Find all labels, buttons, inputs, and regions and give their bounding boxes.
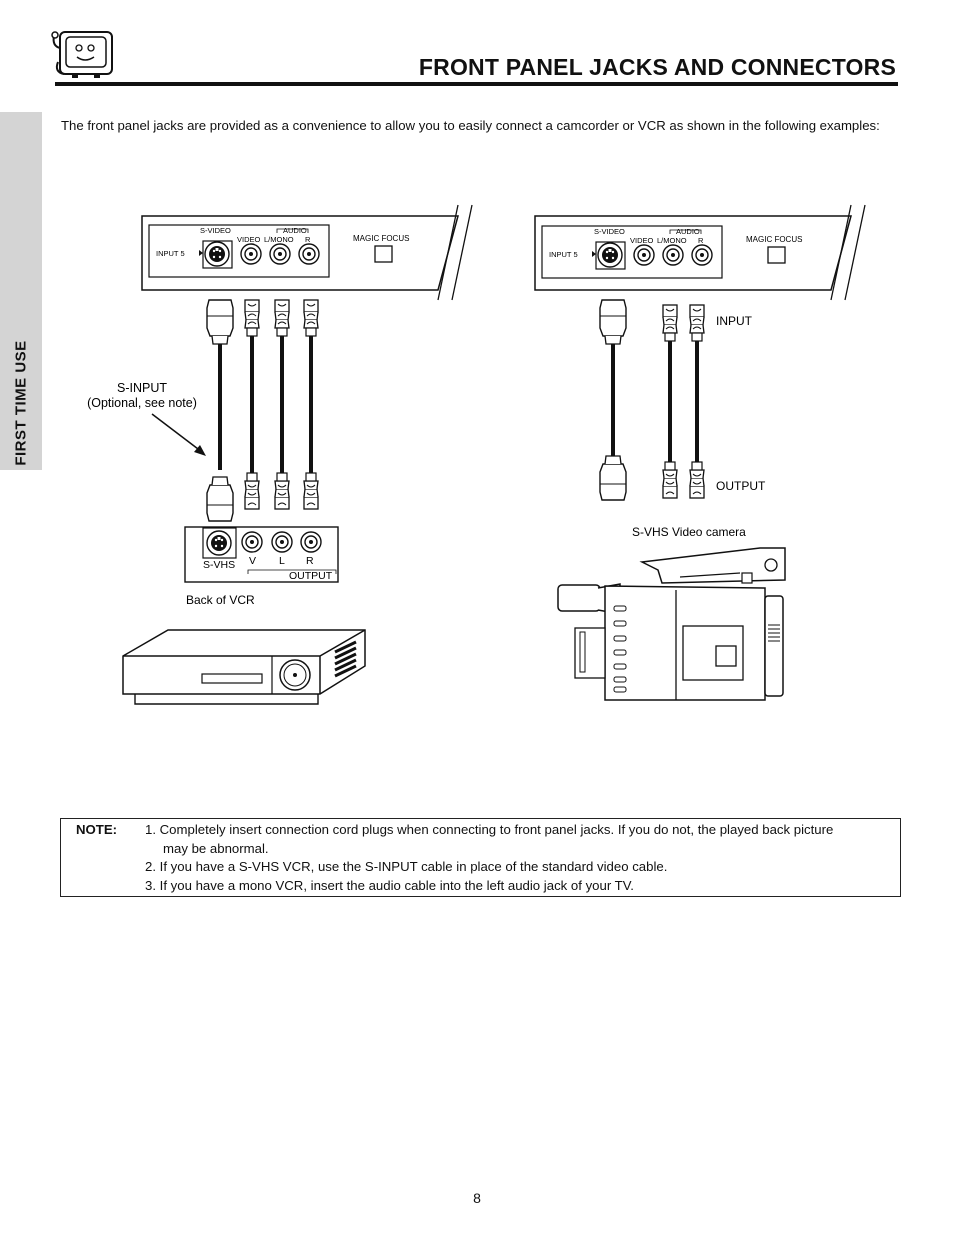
back-of-vcr-caption: Back of VCR bbox=[186, 593, 255, 607]
audio-l-plug-top bbox=[275, 300, 289, 336]
note-item-1-cont: may be abnormal. bbox=[163, 841, 269, 856]
r-label-vcr: R bbox=[306, 555, 314, 567]
tv-front-panel-right bbox=[535, 205, 865, 300]
output-label-camera: OUTPUT bbox=[716, 479, 766, 493]
tv-front-panel-left bbox=[142, 205, 472, 300]
output-label-vcr: OUTPUT bbox=[289, 570, 333, 582]
vcr-cables bbox=[207, 300, 318, 521]
video-plug-bottom bbox=[245, 473, 259, 509]
s-input-note: (Optional, see note) bbox=[87, 396, 197, 410]
l-label: L bbox=[279, 555, 285, 567]
camera-cables bbox=[600, 300, 704, 500]
video-label-right: VIDEO bbox=[630, 236, 654, 245]
svideo-label: S-VIDEO bbox=[200, 226, 231, 235]
video-label: VIDEO bbox=[237, 235, 261, 244]
svideo-label-right: S-VIDEO bbox=[594, 227, 625, 236]
audio-label-right: AUDIO bbox=[676, 227, 700, 236]
svideo-plug-top bbox=[207, 300, 233, 344]
r-label-right: R bbox=[698, 236, 704, 245]
svhs-camera-caption: S-VHS Video camera bbox=[632, 525, 746, 539]
video-jack bbox=[241, 244, 261, 264]
camcorder-illustration bbox=[558, 548, 785, 700]
audio-label: AUDIO bbox=[283, 226, 307, 235]
note-item-1: 1. Completely insert connection cord plugs when connecting to front panel jacks. If you do not, the played back picture bbox=[145, 822, 834, 837]
svideo-plug-bottom bbox=[207, 477, 233, 521]
svhs-label: S-VHS bbox=[203, 559, 236, 571]
audio-r-plug-bottom bbox=[304, 473, 318, 509]
audio-l-plug-bottom bbox=[275, 473, 289, 509]
section-tab-label: FIRST TIME USE bbox=[12, 340, 30, 466]
magic-focus-label-right: MAGIC FOCUS bbox=[746, 235, 803, 244]
lmono-label: L/MONO bbox=[264, 235, 294, 244]
input-label-camera: INPUT bbox=[716, 314, 752, 328]
note-item-3: 3. If you have a mono VCR, insert the audio cable into the left audio jack of your TV. bbox=[145, 878, 634, 893]
svideo-jack bbox=[205, 242, 229, 266]
s-input-arrow bbox=[152, 414, 202, 452]
note-box bbox=[60, 818, 901, 897]
intro-paragraph: The front panel jacks are provided as a convenience to allow you to easily connect a camcorder or VCR as shown in the following examples: bbox=[61, 118, 880, 133]
r-label: R bbox=[305, 235, 311, 244]
vcr-back-panel bbox=[185, 527, 338, 582]
vcr-illustration bbox=[123, 630, 365, 704]
audio-r-jack bbox=[299, 244, 319, 264]
page-title: FRONT PANEL JACKS AND CONNECTORS bbox=[418, 54, 896, 80]
input5-label-right: INPUT 5 bbox=[549, 250, 578, 259]
audio-r-plug-top bbox=[304, 300, 318, 336]
video-plug-top bbox=[245, 300, 259, 336]
note-item-2: 2. If you have a S-VHS VCR, use the S-INPUT cable in place of the standard video cable. bbox=[145, 859, 668, 874]
lmono-label-right: L/MONO bbox=[657, 236, 687, 245]
input5-label: INPUT 5 bbox=[156, 249, 185, 258]
note-label: NOTE: bbox=[76, 822, 118, 837]
magic-focus-label: MAGIC FOCUS bbox=[353, 234, 410, 243]
v-label: V bbox=[249, 555, 257, 567]
magic-focus-button bbox=[375, 246, 392, 262]
audio-l-jack bbox=[270, 244, 290, 264]
s-input-label: S-INPUT bbox=[117, 381, 167, 395]
page-number: 8 bbox=[473, 1190, 481, 1206]
